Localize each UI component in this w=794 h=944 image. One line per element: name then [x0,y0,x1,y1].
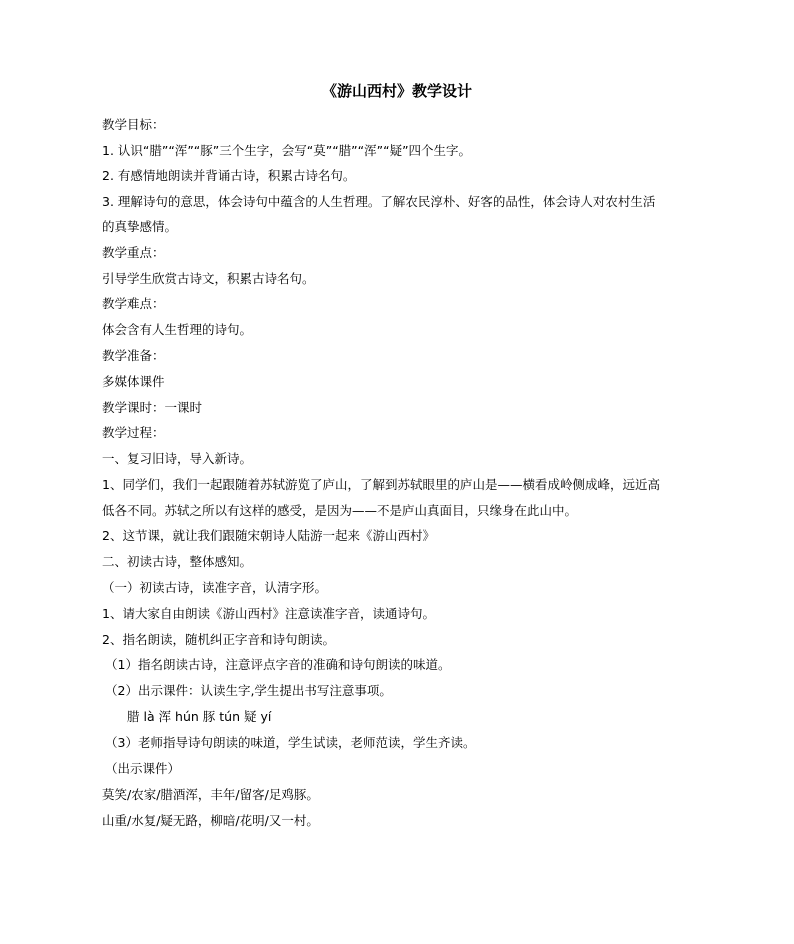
heading-difficulties: 教学难点： [102,296,165,311]
step-1: 1、请大家自由朗读《游山西村》注意读准字音，读通诗句。 [102,606,435,621]
step-2: 2、指名朗读，随机纠正字音和诗句朗读。 [102,632,335,647]
heading-teaching-goals: 教学目标： [102,117,165,132]
section-1-para-2: 2、这节课，就让我们跟随宋朝诗人陆游一起来《游山西村》 [102,528,435,543]
section-2-heading: 二、初读古诗，整体感知。 [102,554,253,569]
courseware-note: （出示课件） [105,761,181,776]
pinyin-characters: 腊 là 浑 hún 豚 tún 疑 yí [127,709,272,724]
heading-key-points: 教学重点： [102,245,165,260]
goal-item-2: 2. 有感情地朗读并背诵古诗，积累古诗名句。 [102,168,356,183]
heading-preparation: 教学准备： [102,348,165,363]
subsection-1-heading: （一）初读古诗，读准字音，认清字形。 [102,580,328,595]
heading-process: 教学过程： [102,425,165,440]
poem-line-1: 莫笑/农家/腊酒浑，丰年/留客/足鸡豚。 [102,787,319,802]
document-title: 《游山西村》教学设计 [321,82,472,100]
goal-item-3: 3. 理解诗句的意思，体会诗句中蕴含的人生哲理。了解农民淳朴、好客的品性，体会诗人对农村生活 [102,194,656,209]
key-points-text: 引导学生欣赏古诗文，积累古诗名句。 [102,271,315,286]
step-2-sub-1: （1）指名朗读古诗，注意评点字音的准确和诗句朗读的味道。 [105,657,451,672]
section-1-para-1: 1、同学们，我们一起跟随着苏轼游览了庐山，了解到苏轼眼里的庐山是——横看成岭侧成峰，远近高 [102,477,660,492]
goal-item-3-cont: 的真挚感情。 [102,219,178,234]
difficulties-text: 体会含有人生哲理的诗句。 [102,322,253,337]
preparation-text: 多媒体课件 [102,374,165,389]
class-hours: 教学课时：一课时 [102,400,203,415]
goal-item-1: 1. 认识“腊”“浑”“豚”三个生字，会写“莫”“腊”“浑”“疑”四个生字。 [102,143,472,158]
section-1-heading: 一、复习旧诗，导入新诗。 [102,451,253,466]
poem-line-2: 山重/水复/疑无路，柳暗/花明/又一村。 [102,813,319,828]
section-1-para-1-cont: 低各不同。苏轼之所以有这样的感受，是因为——不是庐山真面目，只缘身在此山中。 [102,503,578,518]
step-2-sub-2: （2）出示课件：认读生字,学生提出书写注意事项。 [105,683,392,698]
step-2-sub-3: （3）老师指导诗句朗读的味道，学生试读，老师范读，学生齐读。 [105,735,476,750]
